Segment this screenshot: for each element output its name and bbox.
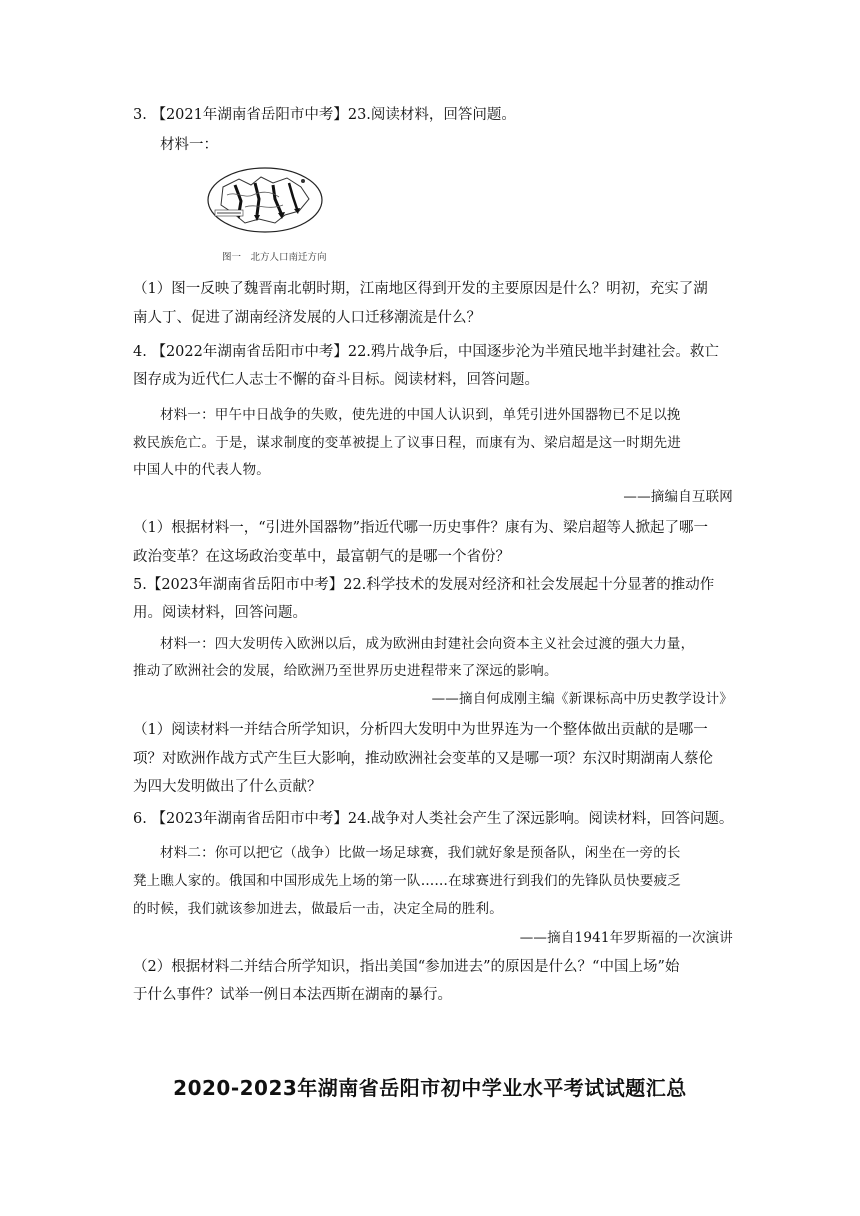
- q3-header: 3. 【2021年湖南省岳阳市中考】23.阅读材料，回答问题。: [133, 107, 516, 123]
- q5-header-line: 5.【2023年湖南省岳阳市中考】22.科学技术的发展对经济和社会发展起十分显著的推动作: [133, 577, 715, 593]
- q3-question-line: （1）图一反映了魏晋南北朝时期，江南地区得到开发的主要原因是什么？明初，充实了湖: [133, 281, 708, 297]
- q4-material-line: 救民族危亡。于是，谋求制度的变革被提上了议事日程，而康有为、梁启超是这一时期先进: [133, 435, 681, 451]
- q5-header-line: 用。阅读材料，回答问题。: [133, 605, 307, 621]
- q3-material-label: 材料一：: [160, 137, 218, 153]
- q6-material-line: 材料二：你可以把它（战争）比做一场足球赛，我们就好象是预备队，闲坐在一旁的长: [160, 845, 681, 861]
- q6-material-line: 凳上瞧人家的。俄国和中国形成先上场的第一队……在球赛进行到我们的先锋队员快要疲乏: [133, 873, 681, 889]
- q4-material-line: 材料一：甲午中日战争的失败，使先进的中国人认识到，单凭引进外国器物已不足以挽: [160, 407, 681, 423]
- q5-source: ——摘自何成刚主编《新课标高中历史教学设计》: [431, 691, 733, 707]
- q3-question-line: 南人丁、促进了湖南经济发展的人口迁移潮流是什么？: [133, 310, 481, 326]
- q6-source: ——摘自1941年罗斯福的一次演讲: [519, 930, 733, 946]
- q6-question-line: 于什么事件？试举一例日本法西斯在湖南的暴行。: [133, 987, 452, 1003]
- q5-question-line: 为四大发明做出了什么贡献？: [133, 779, 322, 795]
- q4-source: ——摘编自互联网: [623, 489, 733, 505]
- collection-title: 2020-2023年湖南省岳阳市初中学业水平考试试题汇总: [173, 1076, 687, 1100]
- q4-header-line: 图存成为近代仁人志士不懈的奋斗目标。阅读材料，回答问题。: [133, 372, 539, 388]
- q5-question-line: （1）阅读材料一并结合所学知识，分析四大发明中为世界连为一个整体做出贡献的是哪一: [133, 722, 708, 738]
- q4-question-line: 政治变革？在这场政治变革中，最富朝气的是哪一个省份？: [133, 549, 510, 565]
- q6-material-line: 的时候，我们就该参加进去，做最后一击，决定全局的胜利。: [133, 901, 503, 917]
- q4-header-line: 4. 【2022年湖南省岳阳市中考】22.鸦片战争后，中国逐步沦为半殖民地半封建社会。救亡: [133, 344, 719, 360]
- q5-material-line: 材料一：四大发明传入欧洲以后，成为欧洲由封建社会向资本主义社会过渡的强大力量，: [160, 636, 695, 652]
- q4-question-line: （1）根据材料一，“引进外国器物”指近代哪一历史事件？康有为、梁启超等人掀起了哪一: [133, 520, 709, 536]
- q6-question-line: （2）根据材料二并结合所学知识，指出美国“参加进去”的原因是什么？“中国上场”始: [133, 959, 680, 975]
- q6-header: 6. 【2023年湖南省岳阳市中考】24.战争对人类社会产生了深远影响。阅读材料，回答问题。: [133, 811, 734, 827]
- q4-material-line: 中国人中的代表人物。: [133, 462, 270, 478]
- figure-caption: 图一 北方人口南迁方向: [222, 252, 327, 263]
- q5-material-line: 推动了欧洲社会的发展，给欧洲乃至世界历史进程带来了深远的影响。: [133, 663, 558, 679]
- q5-question-line: 项？对欧洲作战方式产生巨大影响，推动欧洲社会变革的又是哪一项？东汉时期湖南人蔡伦: [133, 751, 713, 767]
- migration-map-figure: [205, 165, 325, 235]
